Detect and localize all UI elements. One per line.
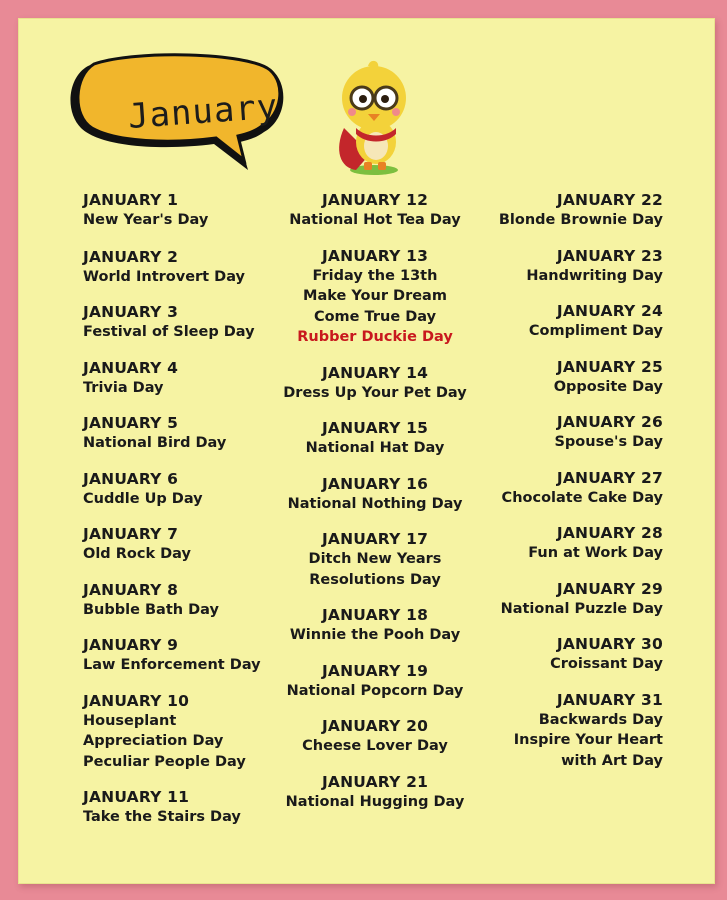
event-name: Backwards Day bbox=[538, 711, 663, 728]
date-entry bbox=[278, 772, 472, 813]
column-middle bbox=[278, 190, 472, 812]
event-name: Inspire Your Heart bbox=[513, 732, 663, 748]
date-heading: JANUARY 24 bbox=[556, 302, 663, 320]
date-entry bbox=[83, 691, 283, 773]
date-entry bbox=[83, 524, 283, 565]
date-entry bbox=[485, 523, 663, 564]
event-name: Compliment Day bbox=[528, 323, 663, 339]
date-entry bbox=[278, 661, 472, 702]
event-name: Handwriting Day bbox=[526, 267, 663, 284]
date-heading: JANUARY 3 bbox=[83, 303, 179, 321]
date-heading: JANUARY 26 bbox=[556, 413, 663, 431]
event-name: with Art Day bbox=[561, 752, 663, 769]
date-entry bbox=[278, 190, 472, 231]
date-heading: JANUARY 10 bbox=[83, 691, 190, 710]
date-entry bbox=[83, 358, 283, 399]
date-heading: JANUARY 4 bbox=[83, 358, 179, 377]
event-name-highlighted: Rubber Duckie Day bbox=[297, 329, 453, 345]
date-heading: JANUARY 14 bbox=[321, 363, 429, 382]
date-heading: JANUARY 1 bbox=[83, 191, 179, 209]
event-name: National Nothing Day bbox=[287, 495, 463, 512]
date-heading: JANUARY 17 bbox=[321, 530, 429, 548]
event-name: Houseplant bbox=[83, 712, 177, 729]
date-heading: JANUARY 9 bbox=[83, 636, 179, 654]
event-name: Friday the 13th bbox=[312, 267, 438, 284]
event-name: Trivia Day bbox=[83, 379, 164, 396]
date-heading: JANUARY 8 bbox=[83, 580, 179, 599]
date-entry bbox=[83, 190, 283, 231]
event-name: Come True Day bbox=[313, 308, 437, 325]
event-name: National Hugging Day bbox=[285, 793, 465, 810]
date-entry bbox=[278, 474, 472, 515]
date-heading: JANUARY 30 bbox=[556, 635, 663, 653]
date-heading: JANUARY 15 bbox=[321, 419, 429, 437]
event-name: Chocolate Cake Day bbox=[501, 489, 663, 506]
event-name: Appreciation Day bbox=[83, 733, 224, 749]
event-name: Festival of Sleep Day bbox=[83, 324, 255, 340]
event-name: Spouse's Day bbox=[554, 434, 663, 450]
date-entry bbox=[278, 363, 472, 404]
date-entry bbox=[485, 690, 663, 772]
event-name: Ditch New Years bbox=[308, 551, 442, 567]
date-heading: JANUARY 13 bbox=[321, 246, 429, 265]
date-heading: JANUARY 21 bbox=[321, 772, 429, 791]
date-heading: JANUARY 20 bbox=[321, 717, 429, 735]
event-name: Fun at Work Day bbox=[528, 545, 663, 561]
date-entry bbox=[485, 412, 663, 453]
event-name: Bubble Bath Day bbox=[83, 601, 219, 618]
event-name: Law Enforcement Day bbox=[83, 657, 261, 673]
event-name: Make Your Dream bbox=[303, 288, 447, 304]
date-entry bbox=[278, 716, 472, 757]
event-name: National Popcorn Day bbox=[286, 682, 464, 699]
date-entry bbox=[83, 247, 283, 288]
date-heading: JANUARY 23 bbox=[556, 246, 663, 265]
column-left bbox=[83, 190, 283, 828]
date-heading: JANUARY 7 bbox=[83, 525, 179, 543]
date-heading: JANUARY 18 bbox=[321, 606, 429, 624]
date-entry bbox=[83, 302, 283, 343]
event-name: National Hot Tea Day bbox=[289, 212, 461, 228]
date-entry bbox=[485, 579, 663, 620]
date-heading: JANUARY 16 bbox=[321, 474, 429, 493]
date-entry bbox=[278, 246, 472, 348]
date-entry bbox=[485, 634, 663, 675]
date-heading: JANUARY 12 bbox=[321, 191, 429, 209]
event-name: World Introvert Day bbox=[83, 268, 245, 285]
date-heading: JANUARY 11 bbox=[83, 788, 190, 806]
month-label: January bbox=[126, 86, 280, 137]
date-heading: JANUARY 31 bbox=[556, 690, 663, 709]
event-name: Resolutions Day bbox=[309, 571, 441, 588]
date-entry bbox=[485, 301, 663, 342]
date-heading: JANUARY 29 bbox=[556, 579, 663, 598]
date-heading: JANUARY 25 bbox=[556, 357, 663, 376]
event-name: Cuddle Up Day bbox=[83, 490, 203, 507]
date-entry bbox=[485, 357, 663, 398]
date-entry bbox=[83, 413, 283, 454]
event-name: Winnie the Pooh Day bbox=[289, 627, 461, 643]
date-entry bbox=[485, 246, 663, 287]
date-entry bbox=[278, 529, 472, 590]
event-name: Old Rock Day bbox=[83, 546, 191, 562]
date-entry bbox=[485, 468, 663, 509]
date-heading: JANUARY 5 bbox=[83, 414, 179, 432]
date-entry bbox=[83, 469, 283, 510]
event-name: Opposite Day bbox=[553, 378, 663, 395]
date-entry bbox=[83, 635, 283, 676]
event-name: Blonde Brownie Day bbox=[498, 212, 663, 228]
date-heading: JANUARY 22 bbox=[556, 191, 663, 209]
event-name: National Hat Day bbox=[305, 440, 445, 456]
date-entry bbox=[278, 418, 472, 459]
date-entry bbox=[485, 190, 663, 231]
date-heading: JANUARY 19 bbox=[321, 661, 429, 680]
date-heading: JANUARY 2 bbox=[83, 247, 179, 266]
event-name: Peculiar People Day bbox=[83, 753, 246, 770]
event-name: National Puzzle Day bbox=[500, 600, 663, 617]
date-heading: JANUARY 27 bbox=[556, 468, 663, 487]
event-name: Croissant Day bbox=[550, 656, 663, 672]
event-name: New Year's Day bbox=[83, 212, 209, 228]
event-name: Dress Up Your Pet Day bbox=[283, 384, 467, 401]
event-name: National Bird Day bbox=[83, 435, 227, 451]
date-heading: JANUARY 28 bbox=[556, 524, 663, 542]
event-name: Cheese Lover Day bbox=[302, 738, 448, 754]
event-name: Take the Stairs Day bbox=[83, 809, 241, 825]
date-heading: JANUARY 6 bbox=[83, 469, 179, 488]
date-entry bbox=[278, 605, 472, 646]
date-entry bbox=[83, 787, 283, 828]
column-right bbox=[485, 190, 663, 771]
date-entry bbox=[83, 580, 283, 621]
superhero-duck-icon bbox=[330, 58, 416, 178]
